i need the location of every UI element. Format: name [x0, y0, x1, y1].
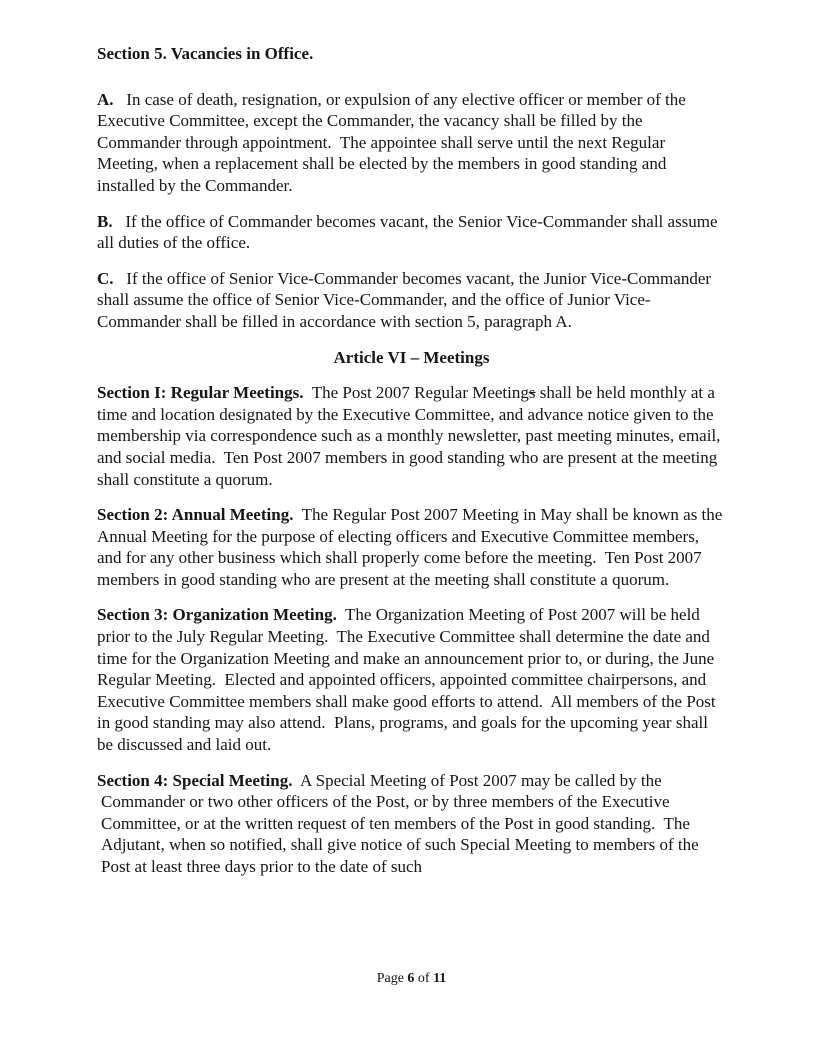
section5-paragraph-b-label: B.	[97, 211, 113, 231]
article6-section2-label: Section 2: Annual Meeting.	[97, 505, 294, 525]
section5-paragraph-a-text: In case of death, resignation, or expulsion of any elective officer or member of the Executive Committee, except the Commander, the vacancy shall be filled by the Commander through appointment. The appointee shall serve until the next Regular Meeting, when a replacement shall be elected by the members in good standing and installed by the Commander.	[97, 89, 691, 195]
article6-section1-paragraph	[97, 382, 726, 490]
article6-section3-label: Section 3: Organization Meeting.	[97, 605, 337, 625]
article6-heading: Article VI – Meetings	[333, 347, 490, 367]
article6-section4-paragraph	[97, 770, 726, 878]
section5-paragraph-a	[97, 89, 726, 197]
article6-section3-paragraph	[97, 604, 726, 755]
article6-section3-text: The Organization Meeting of Post 2007 will be held prior to the July Regular Meeting. The Executive Committee shall determine the date and time for the Organization Meeting and make an announcement prior to, or during, the June Regular Meeting. Elected and appointed officers, appointed committee chairpersons, and Executive Committee members shall make good efforts to attend. All members of the Post in good standing may also attend. Plans, programs, and goals for the upcoming year shall be discussed and laid out.	[97, 605, 720, 755]
article6-section1-struck-text: s	[528, 383, 536, 403]
article6-section1-text-after: shall be held monthly at a time and location designated by the Executive Committee, and advance notice given to the membership via correspondence such as a monthly newsletter, past meeting minutes, email, and social media. Ten Post 2007 members in good standing who are present at the meeting shall constitute a quorum.	[97, 383, 725, 489]
section5-paragraph-c	[97, 268, 726, 333]
article6-section2-text: The Regular Post 2007 Meeting in May shall be known as the Annual Meeting for the purpose of electing officers and Executive Committee members, and for any other business which shall properly come before the meeting. Ten Post 2007 members in good standing who are present at the meeting shall constitute a quorum.	[97, 505, 726, 589]
article6-section2-paragraph	[97, 504, 726, 590]
article6-section4-text: A Special Meeting of Post 2007 may be called by the Commander or two other officers of the Post, or by three members of the Executive Committee, or at the written request of ten members of the Post in good standing. The Adjutant, when so notified, shall give notice of such Special Meeting to members of the Post at least three days prior to the date of such	[101, 770, 703, 876]
section5-paragraph-b-text: If the office of Commander becomes vacant, the Senior Vice-Commander shall assume all duties of the office.	[97, 211, 722, 253]
section5-paragraph-a-label: A.	[97, 89, 114, 109]
section5-paragraph-c-label: C.	[97, 268, 114, 288]
section5-heading: Section 5. Vacancies in Office.	[97, 44, 314, 63]
article6-section1-label: Section I: Regular Meetings.	[97, 383, 304, 403]
section5-paragraph-b	[97, 211, 726, 254]
footer-of-word: of	[414, 971, 434, 986]
footer-page-number: 6	[407, 971, 415, 986]
footer-page-word: Page	[376, 971, 408, 986]
article6-section1-text-before: The Post 2007 Regular Meeting	[303, 383, 529, 403]
article6-section4-label: Section 4: Special Meeting.	[97, 770, 293, 790]
section5-paragraph-c-text: If the office of Senior Vice-Commander becomes vacant, the Junior Vice-Commander shall assume the office of Senior Vice-Commander, and the office of Junior Vice-Commander shall be filled in accordance with section 5, paragraph A.	[97, 268, 716, 331]
footer-total-pages: 11	[433, 971, 447, 986]
page-footer	[97, 970, 726, 987]
